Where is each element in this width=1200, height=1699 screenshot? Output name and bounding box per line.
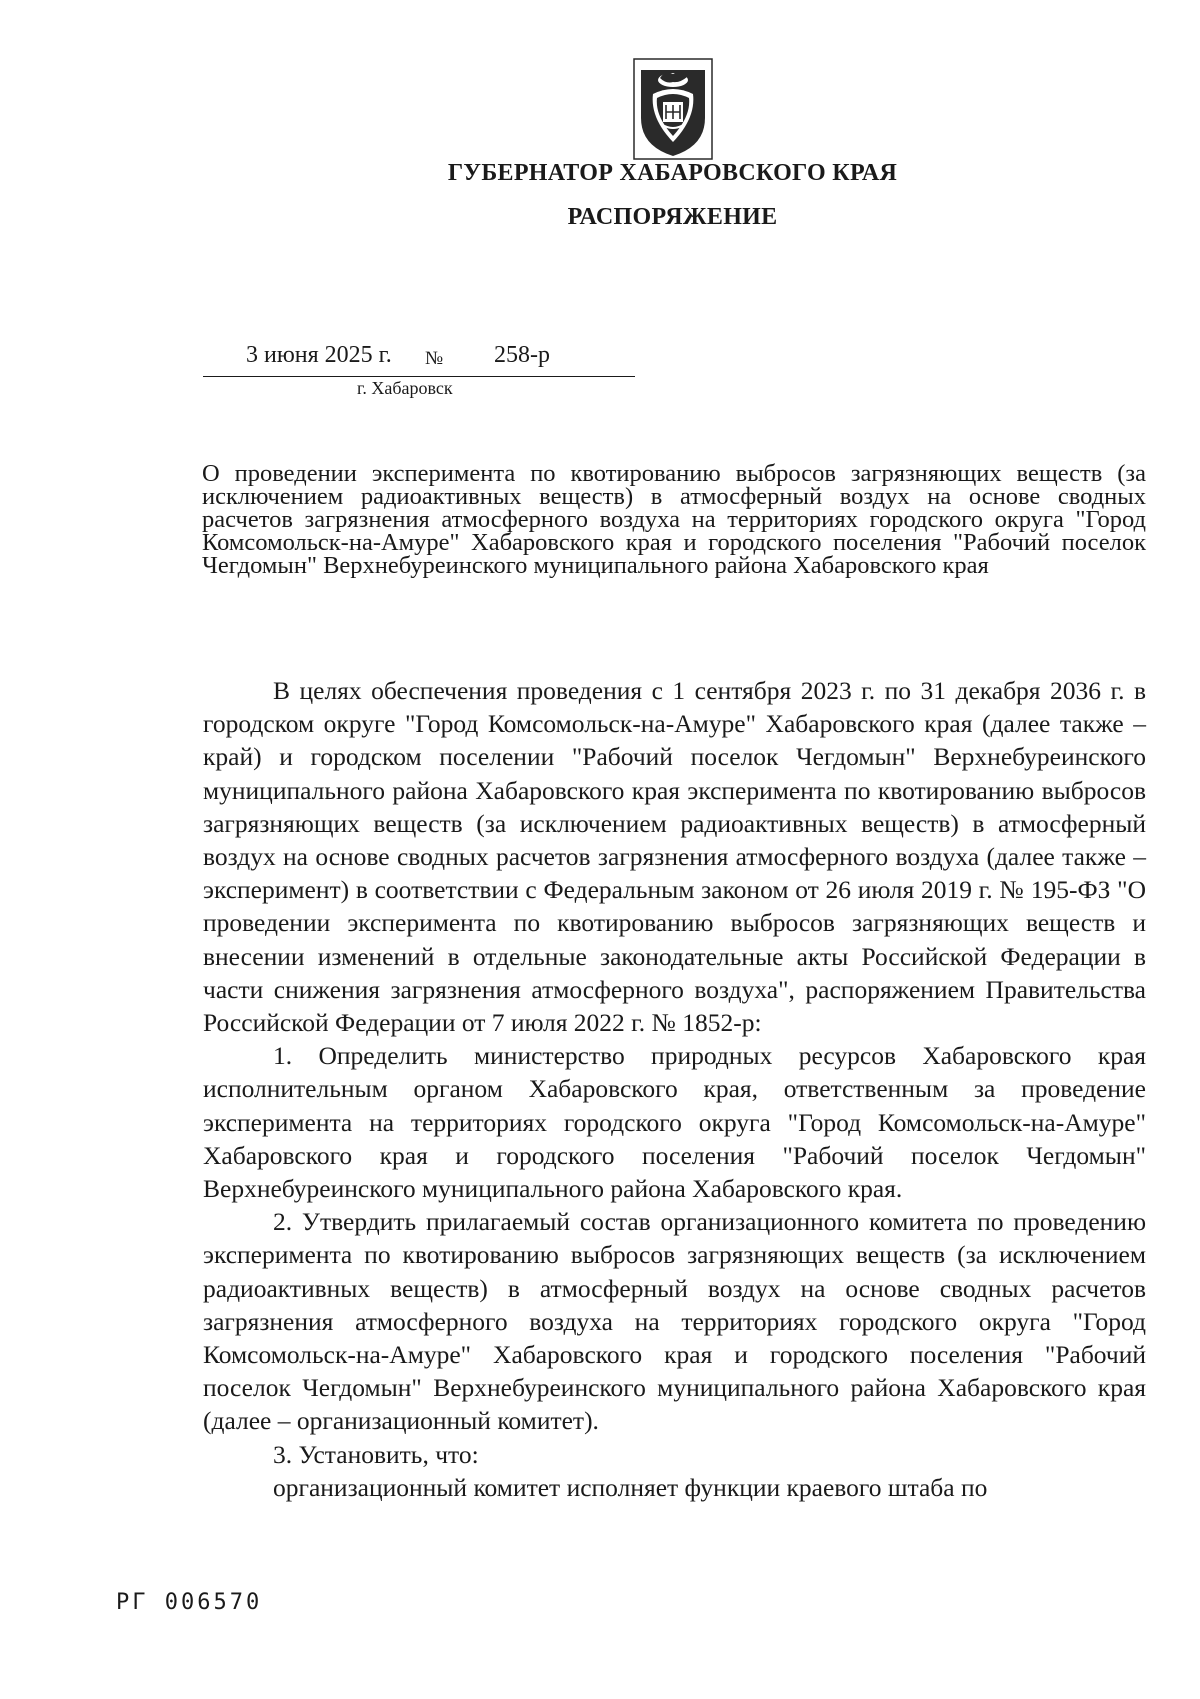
issuer-title: ГУБЕРНАТОР ХАБАРОВСКОГО КРАЯ [447,160,898,186]
number-sign: № [425,348,444,369]
date-number-line [203,340,635,377]
document-number: 258-р [494,342,550,368]
document-subject: О проведении эксперимента по квотированию выбросов загрязняющих веществ (за исключением радиоактивных веществ) в атмосферный воздух на основе сводных расчетов загрязнения атмосферного воздуха на территориях городского округа "Город Комсомольск-на-Амуре" Хабаровского края и городского поселения "Рабочий поселок Чегдомын" Верхнебуреинского муниципального района Хабаровского края [202,460,1146,579]
document-date: 3 июня 2025 г. [246,342,392,368]
clause-2-paragraph: 2. Утвердить прилагаемый состав организационного комитета по проведению эксперимента по квотированию выбросов загрязняющих веществ (за исключением радиоактивных веществ) в атмосферный воздух на основе сводных расчетов загрязнения атмосферного воздуха на территориях городского округа "Город Комсомольск-на-Амуре" Хабаровского края и городского поселения "Рабочий поселок Чегдомын" Верхнебуреинского муниципального района Хабаровского края (далее – организационный комитет). [203,1207,1146,1436]
clause-3-paragraph: 3. Установить, что: [273,1439,479,1469]
issue-city: г. Хабаровск [357,378,453,398]
clause-3-continuation: организационный комитет исполняет функции краевого штаба по [273,1472,988,1502]
khabarovsk-krai-coat-of-arms-icon [633,58,713,160]
clause-1-paragraph: 1. Определить министерство природных ресурсов Хабаровского края исполнительным органом Хабаровского края, ответственным за проведение эксперимента на территориях городского округа "Город Комсомольск-на-Амуре" Хабаровского края и городского поселения "Рабочий поселок Чегдомын" Верхнебуреинского муниципального района Хабаровского края. [203,1041,1146,1204]
preamble-paragraph: В целях обеспечения проведения с 1 сентября 2023 г. по 31 декабря 2036 г. в городском округе "Город Комсомольск-на-Амуре" Хабаровского края (далее также – край) и городском поселении "Рабочий поселок Чегдомын" Верхнебуреинского муниципального района Хабаровского края эксперимента по квотированию выбросов загрязняющих веществ (за исключением радиоактивных веществ) в атмосферный воздух на основе сводных расчетов загрязнения атмосферного воздуха (далее также – эксперимент) в соответствии с Федеральным законом от 26 июля 2019 г. № 195-ФЗ "О проведении эксперимента по квотированию выбросов загрязняющих веществ и внесении изменений в отдельные законодательные акты Российской Федерации в части снижения загрязнения атмосферного воздуха", распоряжением Правительства Российской Федерации от 7 июля 2022 г. № 1852-р: [203,676,1146,1038]
document-type: РАСПОРЯЖЕНИЕ [567,204,778,230]
form-serial-code: РГ 006570 [116,1590,263,1615]
document-body [203,674,1146,1504]
